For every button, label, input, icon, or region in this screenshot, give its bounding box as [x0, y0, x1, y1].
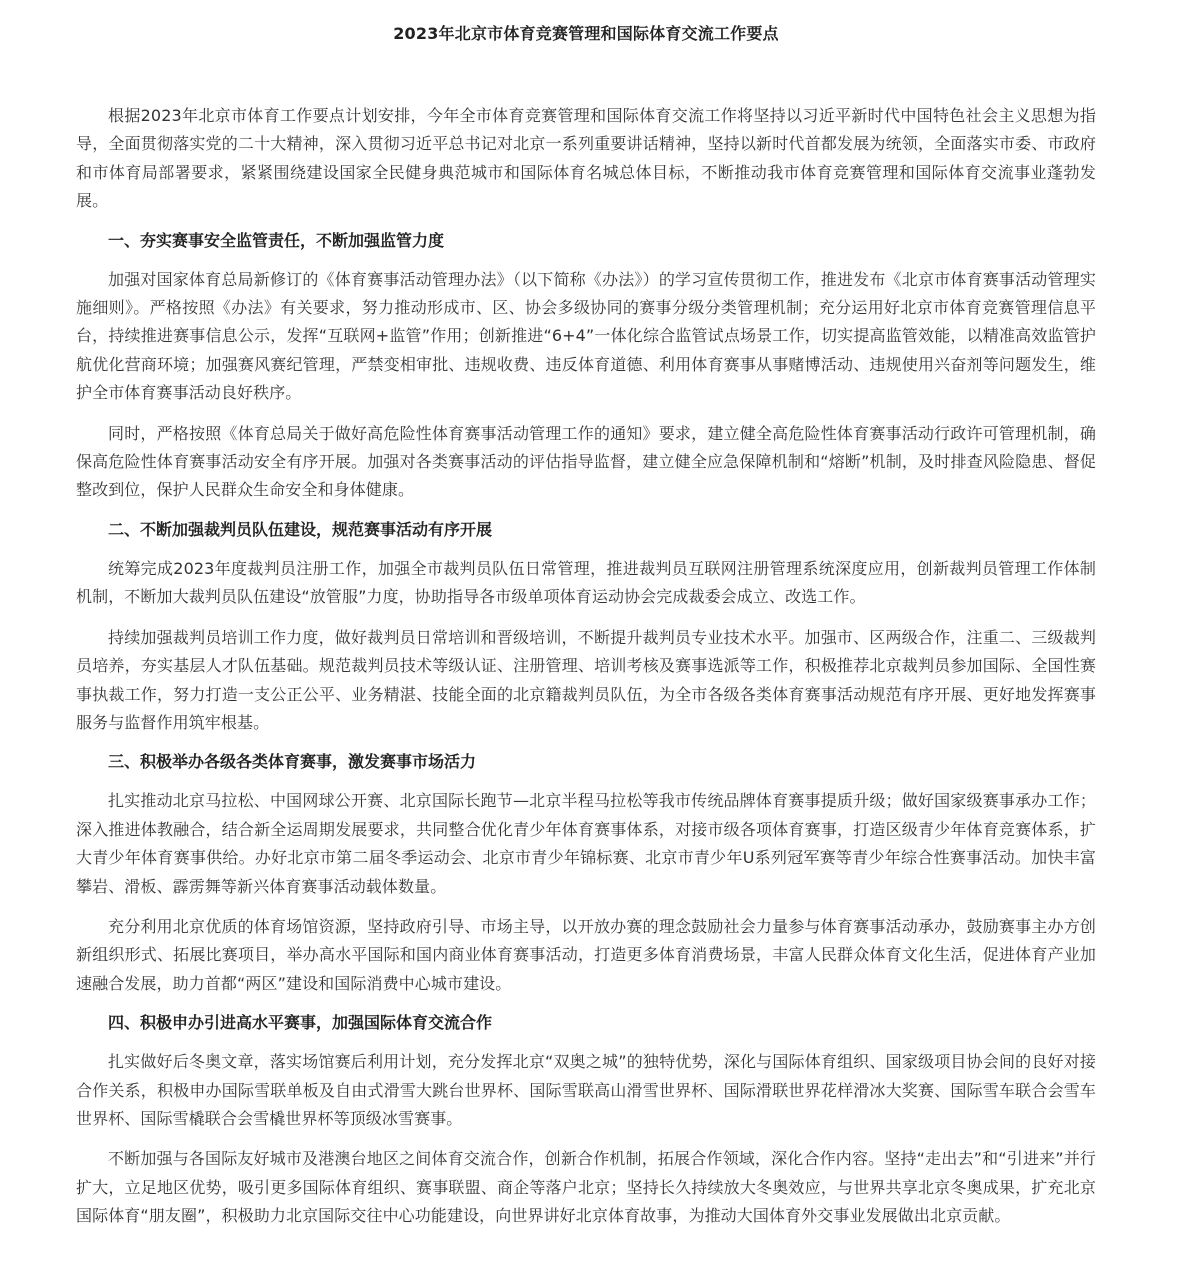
intro-paragraph: 根据2023年北京市体育工作要点计划安排，今年全市体育竞赛管理和国际体育交流工作将坚持以习近平新时代中国特色社会主义思想为指导，全面贯彻落实党的二十大精神，深入贯彻习近平总书记对北京一系列重要讲话精神，坚持以新时代首都发展为统领，全面落实市委、市政府和市体育局部署要求，紧紧围绕建设国家全民健身典范城市和国际体育名城总体目标，不断推动我市体育竞赛管理和国际体育交流事业蓬勃发展。 — [76, 106, 1096, 211]
section-1 — [76, 228, 1096, 505]
section-heading: 四、积极申办引进高水平赛事，加强国际体育交流合作 — [108, 1013, 493, 1033]
section-heading: 一、夯实赛事安全监管责任，不断加强监管力度 — [108, 230, 445, 250]
document-body — [76, 102, 1096, 1231]
section-heading: 三、积极举办各级各类体育赛事，激发赛事市场活力 — [108, 752, 477, 772]
section-paragraph: 统筹完成2023年度裁判员注册工作，加强全市裁判员队伍日常管理，推进裁判员互联网注册管理系统深度应用，创新裁判员管理工作体制机制，不断加大裁判员队伍建设“放管服”力度，协助指导各市级单项体育运动协会完成裁委会成立、改选工作。 — [76, 558, 1096, 607]
section-3 — [76, 749, 1096, 998]
section-paragraph: 持续加强裁判员培训工作力度，做好裁判员日常培训和晋级培训，不断提升裁判员专业技术水平。加强市、区两级合作，注重二、三级裁判员培养，夯实基层人才队伍基础。规范裁判员技术等级认证、注册管理、培训考核及赛事选派等工作，积极推荐北京裁判员参加国际、全国性赛事执裁工作，努力打造一支公正公平、业务精湛、技能全面的北京籍裁判员队伍，为全市各级各类体育赛事活动规范有序开展、更好地发挥赛事服务与监督作用筑牢根基。 — [76, 627, 1096, 732]
section-paragraph: 充分利用北京优质的体育场馆资源，坚持政府引导、市场主导，以开放办赛的理念鼓励社会力量参与体育赛事活动承办，鼓励赛事主办方创新组织形式、拓展比赛项目，举办高水平国际和国内商业体育赛事活动，打造更多体育消费场景，丰富人民群众体育文化生活，促进体育产业加速融合发展，助力首都“两区”建设和国际消费中心城市建设。 — [76, 916, 1096, 993]
section-paragraph: 同时，严格按照《体育总局关于做好高危险性体育赛事活动管理工作的通知》要求，建立健全高危险性体育赛事活动行政许可管理机制，确保高危险性体育赛事活动安全有序开展。加强对各类赛事活动的评估指导监督，建立健全应急保障机制和“熔断”机制，及时排查风险隐患、督促整改到位，保护人民群众生命安全和身体健康。 — [76, 423, 1096, 500]
document-title: 2023年北京市体育竞赛管理和国际体育交流工作要点 — [393, 24, 779, 43]
section-paragraph: 扎实推动北京马拉松、中国网球公开赛、北京国际长跑节—北京半程马拉松等我市传统品牌体育赛事提质升级；做好国家级赛事承办工作；深入推进体教融合，结合新全运周期发展要求，共同整合优化青少年体育赛事体系，对接市级各项体育赛事，打造区级青少年体育竞赛体系，扩大青少年体育赛事供给。办好北京市第二届冬季运动会、北京市青少年锦标赛、北京市青少年U系列冠军赛等青少年综合性赛事活动。加快丰富攀岩、滑板、霹雳舞等新兴体育赛事活动载体数量。 — [76, 791, 1096, 896]
section-paragraph: 不断加强与各国际友好城市及港澳台地区之间体育交流合作，创新合作机制，拓展合作领域，深化合作内容。坚持“走出去”和“引进来”并行扩大，立足地区优势，吸引更多国际体育组织、赛事联盟、商企等落户北京；坚持长久持续放大冬奥效应，与世界共享北京冬奥成果，扩充北京国际体育“朋友圈”，积极助力北京国际交往中心功能建设，向世界讲好北京体育故事，为推动大国体育外交事业发展做出北京贡献。 — [76, 1149, 1096, 1226]
section-4 — [76, 1010, 1096, 1230]
section-heading: 二、不断加强裁判员队伍建设，规范赛事活动有序开展 — [108, 519, 493, 539]
section-paragraph: 扎实做好后冬奥文章，落实场馆赛后利用计划，充分发挥北京“双奥之城”的独特优势，深化与国际体育组织、国家级项目协会间的良好对接合作关系，积极申办国际雪联单板及自由式滑雪大跳台世界杯、国际雪联高山滑雪世界杯、国际滑联世界花样滑冰大奖赛、国际雪车联合会雪车世界杯、国际雪橇联合会雪橇世界杯等顶级冰雪赛事。 — [76, 1052, 1096, 1128]
section-paragraph: 加强对国家体育总局新修订的《体育赛事活动管理办法》（以下简称《办法》）的学习宣传贯彻工作，推进发布《北京市体育赛事活动管理实施细则》。严格按照《办法》有关要求，努力推动形成市、区、协会多级协同的赛事分级分类管理机制；充分运用好北京市体育竞赛管理信息平台，持续推进赛事信息公示，发挥“互联网+监管”作用；创新推进“6+4”一体化综合监管试点场景工作，切实提高监管效能，以精准高效监管护航优化营商环境；加强赛风赛纪管理，严禁变相审批、违规收费、违反体育道德、利用体育赛事从事赌博活动、违规使用兴奋剂等问题发生，维护全市体育赛事活动良好秩序。 — [76, 269, 1096, 403]
section-2 — [76, 517, 1096, 737]
